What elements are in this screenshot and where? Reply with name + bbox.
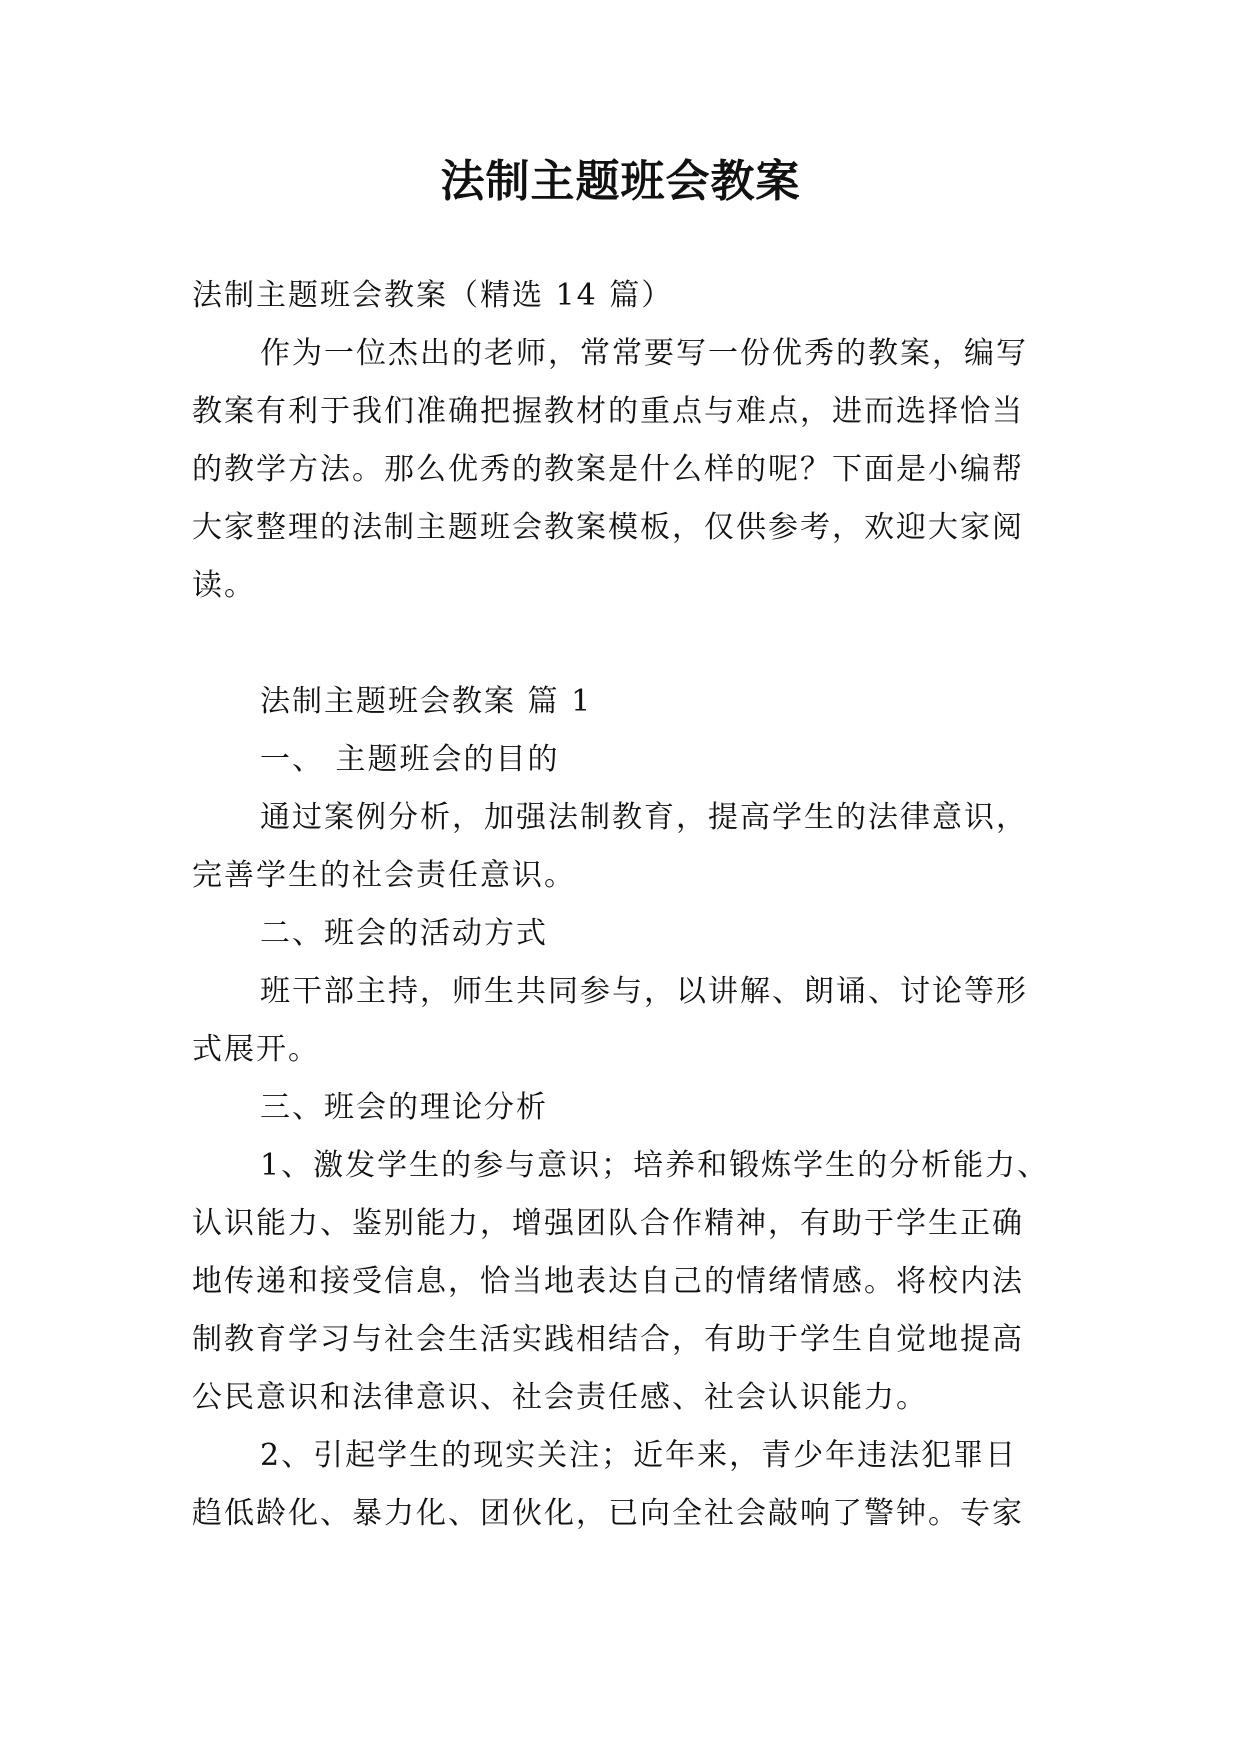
intro-line-4: 大家整理的法制主题班会教案模板，仅供参考，欢迎大家阅 [192, 510, 1024, 545]
paragraph-spacer [192, 615, 1060, 673]
document-title: 法制主题班会教案 [440, 156, 801, 207]
intro-line-1: 作为一位杰出的老师，常常要写一份优秀的教案，编写 [260, 336, 1028, 371]
intro-line-5: 读。 [192, 568, 256, 603]
item-1-heading: 一、 主题班会的目的 [260, 742, 560, 777]
item-3-heading: 三、班会的理论分析 [260, 1090, 548, 1125]
document-subtitle: 法制主题班会教案（精选 14 篇） [192, 278, 674, 313]
point-2-line-2: 趋低龄化、暴力化、团伙化，已向全社会敲响了警钟。专家 [192, 1496, 1024, 1531]
point-2-line-1: 2、引起学生的现实关注；近年来，青少年违法犯罪日 [260, 1438, 1018, 1473]
intro-line-3: 的教学方法。那么优秀的教案是什么样的呢？下面是小编帮 [192, 452, 1024, 487]
point-1-line-3: 地传递和接受信息，恰当地表达自己的情绪情感。将校内法 [192, 1264, 1024, 1299]
point-1-line-4: 制教育学习与社会生活实践相结合，有助于学生自觉地提高 [192, 1322, 1024, 1357]
item-2-line-1: 班干部主持，师生共同参与，以讲解、朗诵、讨论等形 [260, 974, 1028, 1009]
point-1-line-1: 1、激发学生的参与意识；培养和锻炼学生的分析能力、 [260, 1148, 1050, 1183]
section-heading: 法制主题班会教案 篇 1 [260, 684, 593, 719]
intro-line-2: 教案有利于我们准确把握教材的重点与难点，进而选择恰当 [192, 394, 1024, 429]
item-1-line-1: 通过案例分析，加强法制教育，提高学生的法律意识， [260, 800, 1028, 835]
point-1-line-5: 公民意识和法律意识、社会责任感、社会认识能力。 [192, 1380, 928, 1415]
item-1-line-2: 完善学生的社会责任意识。 [192, 858, 576, 893]
document-body [192, 267, 1060, 1543]
item-2-line-2: 式展开。 [192, 1032, 320, 1067]
item-2-heading: 二、班会的活动方式 [260, 916, 548, 951]
point-1-line-2: 认识能力、鉴别能力，增强团队合作精神，有助于学生正确 [192, 1206, 1024, 1241]
